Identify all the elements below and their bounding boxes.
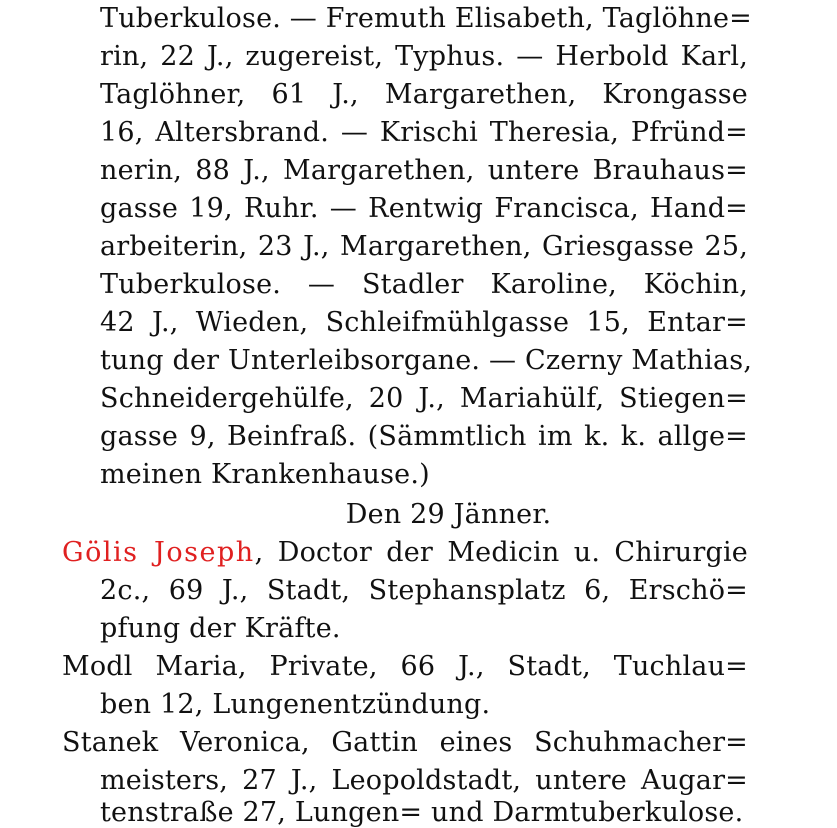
text-line: Schneidergehülfe, 20 J., Mariahülf, Stiegen= [100, 383, 748, 414]
date-heading: Den 29 Jänner. [345, 499, 552, 530]
entry-modl-line: ben 12, Lungenentzündung. [100, 689, 491, 720]
entry-stanek-line: Stanek Veronica, Gattin eines Schuhmacher= [62, 727, 748, 758]
entry-goelis-line [62, 536, 748, 570]
text-line: 42 J., Wieden, Schleifmühlgasse 15, Entar= [100, 307, 748, 338]
text-line: nerin, 88 J., Margarethen, untere Brauhaus= [100, 155, 748, 186]
text-line: Tuberkulose. — Fremuth Elisabeth, Taglöhne= [100, 3, 752, 34]
text-line: Taglöhner, 61 J., Margarethen, Krongasse [100, 79, 748, 110]
highlighted-name: Gölis Joseph [62, 537, 255, 568]
text-line: Tuberkulose. — Stadler Karoline, Köchin, [100, 269, 748, 300]
text-line: 16, Altersbrand. — Krischi Theresia, Pfründ= [100, 117, 748, 148]
entry-text: , Doctor der Medicin u. Chirurgie [254, 537, 748, 568]
entry-modl-line: Modl Maria, Private, 66 J., Stadt, Tuchlau= [62, 651, 748, 682]
text-line: meinen Krankenhause.) [100, 459, 430, 490]
entry-goelis-line: pfung der Kräfte. [100, 613, 341, 644]
entry-stanek-line: tenstraße 27, Lungen= und Darmtuberkulose. [100, 797, 744, 828]
text-line: arbeiterin, 23 J., Margarethen, Griesgasse 25, [100, 231, 748, 262]
text-line: gasse 9, Beinfraß. (Sämmtlich im k. k. allge= [100, 421, 748, 452]
entry-stanek-line: meisters, 27 J., Leopoldstadt, untere Augar= [100, 765, 748, 796]
text-line: rin, 22 J., zugereist, Typhus. — Herbold Karl, [100, 41, 748, 72]
text-line: tung der Unterleibsorgane. — Czerny Mathias, [100, 345, 753, 376]
entry-goelis-line: 2c., 69 J., Stadt, Stephansplatz 6, Erschö= [100, 575, 748, 606]
text-line: gasse 19, Ruhr. — Rentwig Francisca, Hand= [100, 193, 748, 224]
